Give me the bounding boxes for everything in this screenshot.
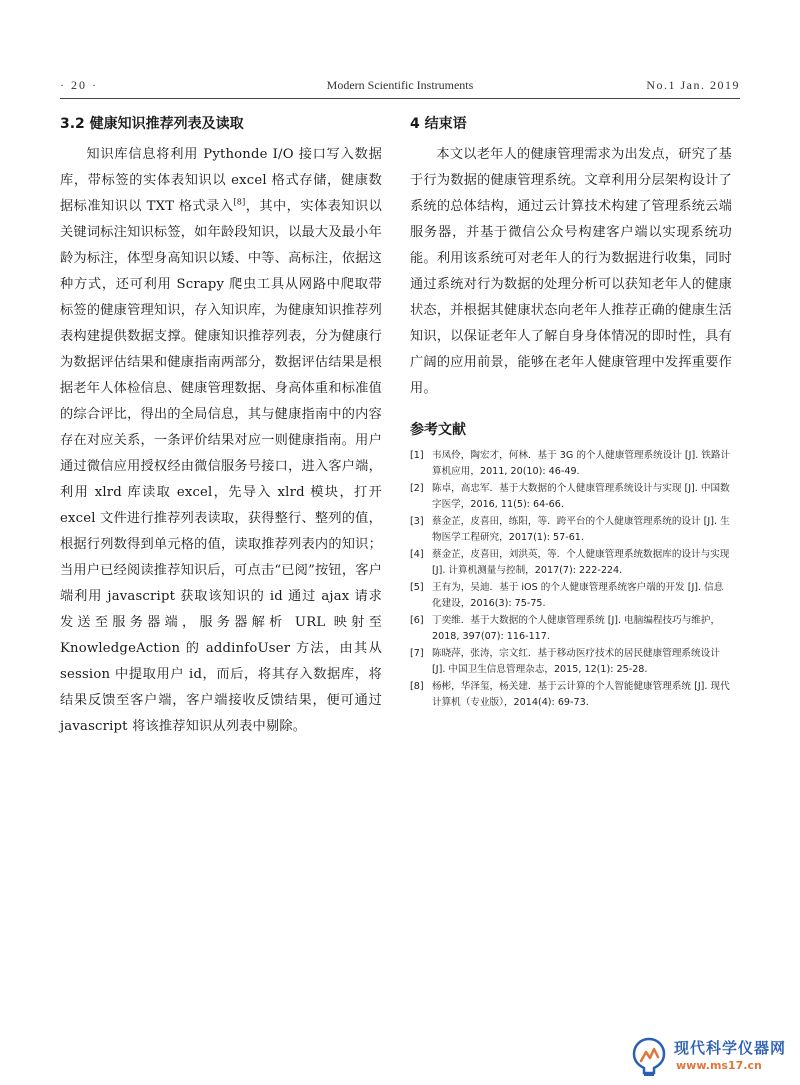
issue-info: No.1 Jan. 2019 <box>646 78 740 92</box>
reference-text: 陈卓，高忠军．基于大数据的个人健康管理系统设计与实现 [J]. 中国数字医学，2016, 11(5): 64-66. <box>432 483 730 510</box>
section-heading-3-2: 3.2 健康知识推荐列表及读取 <box>60 116 244 132</box>
reference-number: [4] <box>410 549 424 560</box>
section-heading-4: 4 结束语 <box>410 116 467 132</box>
reference-number: [2] <box>410 483 424 494</box>
reference-item <box>410 613 732 645</box>
references-heading: 参考文献 <box>410 422 466 438</box>
reference-item <box>410 448 732 480</box>
site-watermark <box>628 1033 798 1079</box>
reference-number: [5] <box>410 582 424 593</box>
reference-text: 王有为，吴迪．基于 iOS 的个人健康管理系统客户端的开发 [J]. 信息化建设，2016(3): 75-75. <box>432 582 724 609</box>
reference-item <box>410 547 732 579</box>
reference-text: 陈晓萍，张涛，宗文红．基于移动医疗技术的居民健康管理系统设计 [J]. 中国卫生信息管理杂志，2015, 12(1): 25-28. <box>432 648 720 675</box>
watermark-title: 现代科学仪器网 <box>674 1039 787 1057</box>
reference-number: [6] <box>410 615 424 626</box>
reference-item <box>410 580 732 612</box>
header-rule <box>60 98 740 99</box>
reference-text: 丁奕维．基于大数据的个人健康管理系统 [J]. 电脑编程技巧与维护，2018, 397(07): 116-117. <box>432 615 721 642</box>
reference-number: [7] <box>410 648 424 659</box>
reference-item <box>410 481 732 513</box>
conclusion-paragraph: 本文以老年人的健康管理需求为出发点，研究了基于行为数据的健康管理系统。文章利用分层架构设计了系统的总体结构，通过云计算技术构建了管理系统云端服务器，并基于微信公众号构建客户端以实现系统功能。利用该系统可对老年人的行为数据进行收集，同时通过系统对行为数据的处理分析可以获知老年人的健康状态，并根据其健康状态向老年人推荐正确的健康生活知识，以保证老年人了解自身身体情况的即时性，具有广阔的应用前景，能够在老年人健康管理中发挥重要作用。 <box>410 147 732 396</box>
reference-text: 杨彬，华泽玺，杨关建．基于云计算的个人智能健康管理系统 [J]. 现代计算机（专业版），2014(4): 69-73. <box>432 681 730 708</box>
reference-text: 韦凤伶，陶宏才，何林．基于 3G 的个人健康管理系统设计 [J]. 铁路计算机应用，2011, 20(10): 46-49. <box>432 450 731 477</box>
reference-number: [8] <box>410 681 424 692</box>
right-column <box>410 112 732 712</box>
references-list <box>410 448 732 711</box>
reference-item <box>410 514 732 546</box>
reference-number: [1] <box>410 450 424 461</box>
reference-item <box>410 646 732 678</box>
watermark-url[interactable]: www.ms17.cn <box>676 1059 762 1072</box>
section-3-2-paragraph <box>60 142 382 740</box>
journal-name: Modern Scientific Instruments <box>326 78 474 92</box>
left-column <box>60 112 382 740</box>
citation-8[interactable]: [8] <box>233 197 246 207</box>
reference-number: [3] <box>410 516 424 527</box>
paragraph-part-2: ，其中，实体表知识以关键词标注知识标签，如年龄段知识，以最大及最小年龄为标注，体型身高知识以矮、中等、高标注，依据这种方式，还可利用 Scrapy 爬虫工具从网路中爬取带标签的健康管理知识，存入知识库，为健康知识推荐列表构建提供数据支撑。健康知识推荐列表，分为健康行为数据评估结果和健康指南两部分，数据评估结果是根据老年人体检信息、健康管理数据、身高体重和标准值的综合评比，得出的全局信息，其与健康指南中的内容存在对应关系，一条评价结果对应一则健康指南。用户通过微信应用授权经由微信服务号接口，进入客户端，利用 xlrd 库读取 excel，先导入 xlrd 模块，打开 excel 文件进行推荐列表读取，获得整行、整列的值，根据行列数得到单元格的值，读取推荐列表内的知识；当用户已经阅读推荐知识后，可点击“已阅”按钮，客户端利用 javascript 获取该知识的 id 通过 ajax 请求发送至服务器端，服务器解析 URL 映射至 KnowledgeAction 的 addinfoUser 方法，由其从 session 中提取用户 id，而后，将其存入数据库，将结果反馈至客户端，客户端接收反馈结果，便可通过 javascript 将该推荐知识从列表中剔除。 <box>60 199 382 734</box>
running-header <box>60 78 740 98</box>
watermark-logo-icon <box>628 1035 670 1077</box>
paragraph-part-1: 知识库信息将利用 Pythonde I/O 接口写入数据库，带标签的实体表知识以 excel 格式存储，健康数据标准知识以 TXT 格式录入 <box>60 147 382 214</box>
reference-text: 蔡金芷，皮喜田，练阳，等．跨平台的个人健康管理系统的设计 [J]. 生物医学工程研究，2017(1): 57-61. <box>432 516 730 543</box>
page-number: · 20 · <box>60 78 98 92</box>
reference-item <box>410 679 732 711</box>
reference-text: 蔡金芷，皮喜田，刘洪英，等．个人健康管理系统数据库的设计与实现 [J]. 计算机测量与控制，2017(7): 222-224. <box>432 549 730 576</box>
